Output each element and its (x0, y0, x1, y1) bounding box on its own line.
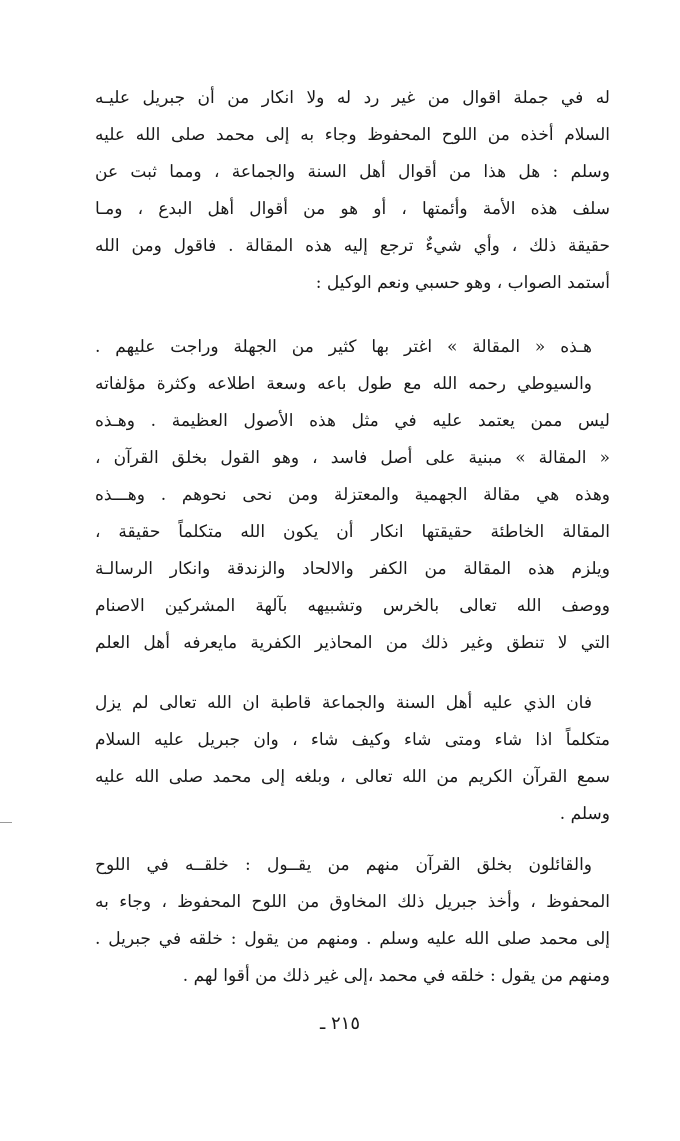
text-line: ووصف الله تعالى بالخرس وتشبيهه بآلهة المشركين الاصنام (95, 596, 610, 616)
text-line: « المقالة » مبنية على أصل فاسد ، وهو القول بخلق القرآن ، (95, 448, 610, 468)
text-line: والسيوطي رحمه الله مع طول باعه وسعة اطلاعه وكثرة مؤلفاته (95, 374, 592, 394)
text-line: وسلم : هل هذا من أقوال أهل السنة والجماعة ، ومما ثبت عن (95, 162, 610, 182)
text-line: حقيقة ذلك ، وأي شيءٌ ترجع إليه هذه المقالة . فاقول ومن الله (95, 236, 610, 256)
text-line: سمع القرآن الكريم من الله تعالى ، وبلغه إلى محمد صلى الله عليه (95, 767, 610, 787)
text-line: سلف هذه الأمة وأئمتها ، أو هو من أقوال أهل البدع ، ومـا (95, 199, 610, 219)
text-line: والقائلون بخلق القرآن منهم من يقــول : خلقــه في اللوح (95, 855, 592, 875)
text-line: وهذه هي مقالة الجهمية والمعتزلة ومن نحى نحوهم . وهـــذه (95, 485, 610, 505)
text-line: السلام أخذه من اللوح المحفوظ وجاء به إلى محمد صلى الله عليه (95, 125, 610, 145)
text-line: ويلزم هذه المقالة من الكفر والالحاد والزندقة وانكار الرسالـة (95, 559, 610, 579)
paragraph-3 (95, 685, 610, 833)
paragraph-1 (95, 80, 610, 302)
text-line: ليس ممن يعتمد عليه في مثل هذه الأصول العظيمة . وهـذه (95, 411, 610, 431)
paragraph-2 (95, 329, 610, 662)
text-line: وسلم . (559, 804, 610, 824)
text-line: هـذه « المقالة » اغتر بها كثير من الجهلة وراجت عليهم . (95, 337, 592, 357)
text-line: متكلماً اذا شاء ومتى شاء وكيف شاء ، وان جبريل عليه السلام (95, 730, 610, 750)
paragraph-4 (95, 847, 610, 995)
text-line: فان الذي عليه أهل السنة والجماعة قاطبة ان الله تعالى لم يزل (95, 693, 592, 713)
page-number: ٢١٥ ـ (319, 1013, 360, 1034)
text-line: المقالة الخاطئة حقيقتها انكار أن يكون الله متكلماً حقيقة ، (95, 522, 610, 542)
text-line: التي لا تنطق وغير ذلك من المحاذير الكفرية مايعرفه أهل العلم (95, 633, 610, 653)
text-line: له في جملة اقوال من غير رد له ولا انكار من أن جبريل عليـه (95, 88, 610, 108)
text-line: إلى محمد صلى الله عليه وسلم . ومنهم من يقول : خلقه في جبريل . (95, 929, 610, 949)
text-line: ومنهم من يقول : خلقه في محمد ،إلى غير ذلك من أقوا لهم . (182, 966, 610, 986)
margin-mark (0, 822, 12, 823)
text-line: أستمد الصواب ، وهو حسبي ونعم الوكيل : (315, 273, 610, 293)
text-line: المحفوظ ، وأخذ جبريل ذلك المخاوق من اللوح المحفوظ ، وجاء به (95, 892, 610, 912)
